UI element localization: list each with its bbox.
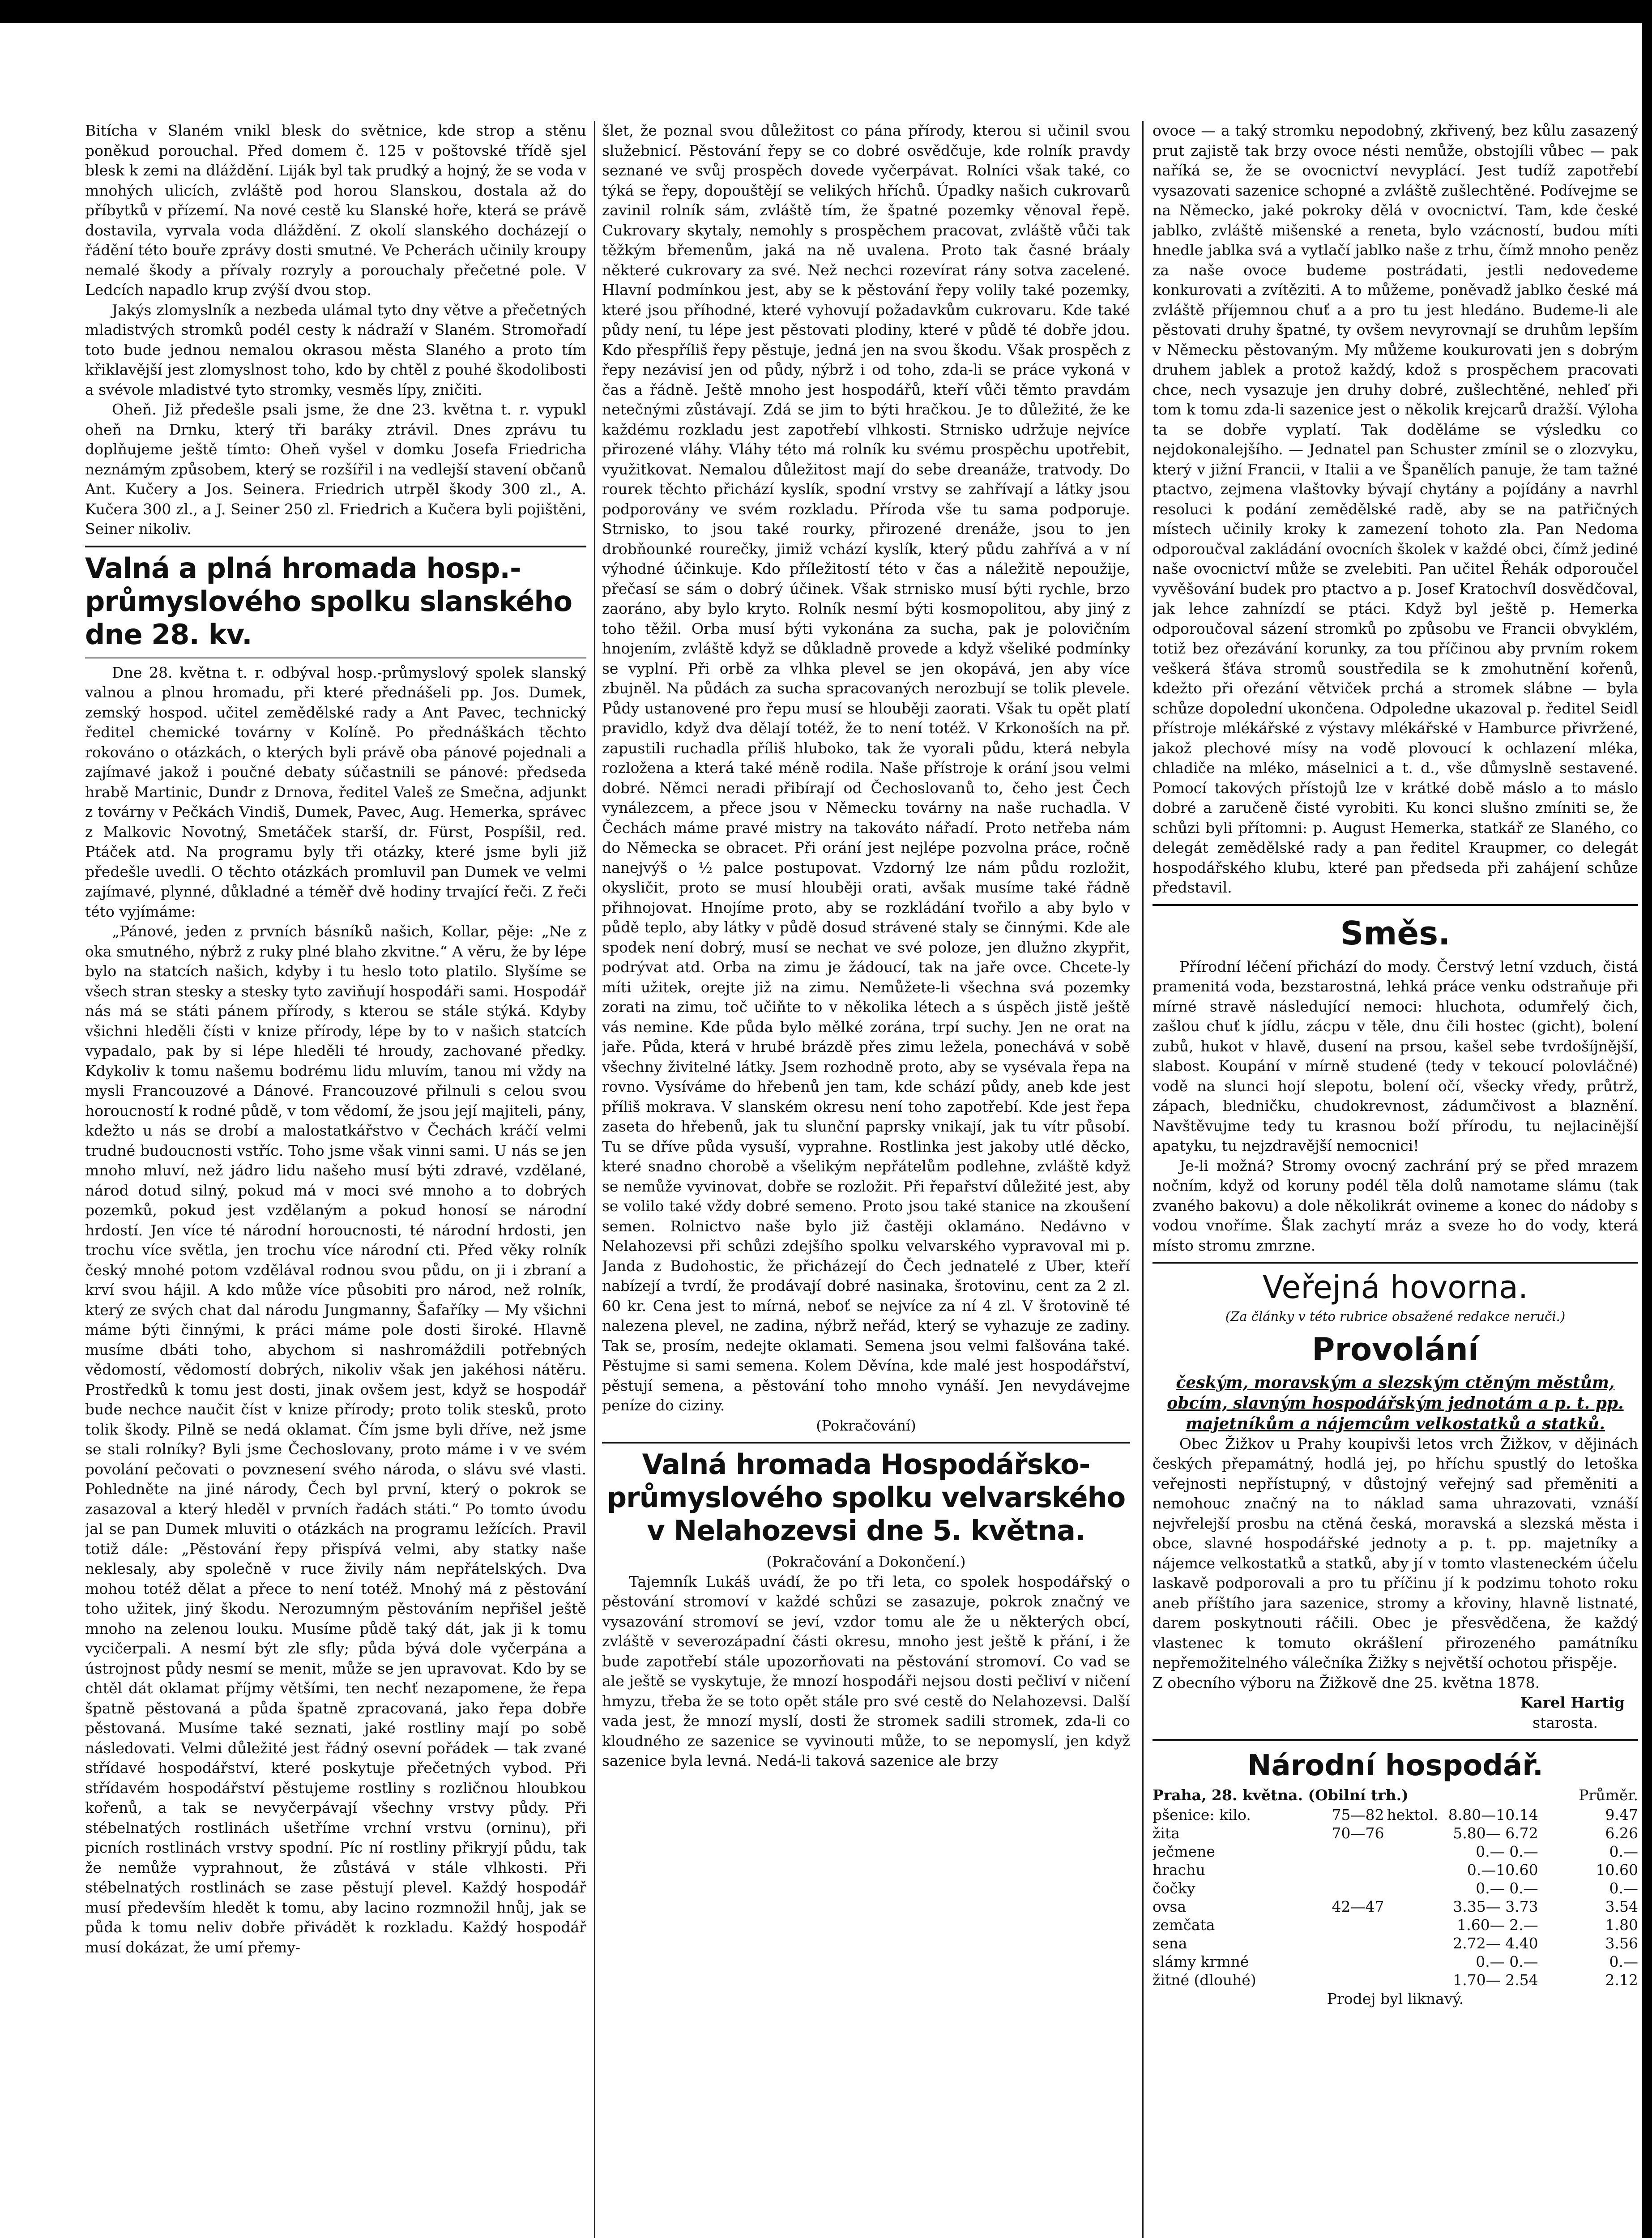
smes-paragraph: Je-li možná? Stromy ovocný zachrání prý se před mrazem nočním, když od koruny podél těla dolů namotame slámu (tak zvaného bakovu) a dole několikrát ovineme a konec do nádoby s vodou vnoříme. Šlak zachytí mráz a sveze ho do vody, která místo stromu zmrzne. — [1153, 1157, 1638, 1254]
commodity-name: žita — [1153, 1824, 1180, 1842]
market-intro: Praha, 28. května. (Obilní trh.) — [1153, 1786, 1409, 1804]
scan-border-right — [1642, 0, 1652, 2238]
commodity-name: ječmene — [1153, 1842, 1215, 1860]
weight-range — [1288, 1916, 1384, 1934]
unit-cell — [1384, 1971, 1438, 1989]
average-price: 0.— — [1609, 1952, 1638, 1970]
unit-cell — [1384, 1806, 1438, 1824]
article-headline: Valná hromada Hospodářsko-průmyslového spolku velvarského v Nelahozevsi dne 5. května. — [606, 1448, 1126, 1547]
article-paragraph: Dne 28. května t. r. odbýval hosp.-průmyslový spolek slanský valnou a plnou hromadu, při které přednášeli pp. Jos. Dumek, zemský hospod. učitel zemědělské rady a Ant Pavec, technický ředitel chemické továrny v Kolíně. Po přednáškách těchto rokováno o otázkách, o kterých byli právě oba pánové pojednali a zajímavé jakož i poučné debaty súčastnili se pánové: předseda hrabě Martinic, Dundr z Drnova, ředitel Valeš ze Smečna, adjunkt z továrny v Pečkách Vindiš, Dumek, Pavec, Aug. Hemerka, správec z Malkovic Novotný, Smetáček starší, dr. Fürst, Pospíšil, red. Ptáček atd. Na programu byly tři otázky, které jsme byli již předešle uvedli. O těchto otázkách promluvil pan Dumek ve velmi zajímavé, plynné, důkladné a téměř dvě hodiny trvající řeči. Z řeči této vyjímáme: — [85, 663, 586, 920]
market-row — [1153, 1897, 1638, 1916]
price-range: 0.— 0.— — [1476, 1842, 1538, 1860]
market-footer: Prodej byl liknavý. — [1327, 1990, 1464, 2007]
column-2 — [602, 121, 1130, 2238]
unit-cell — [1384, 1879, 1438, 1897]
unit-cell — [1384, 1934, 1438, 1952]
weight-range — [1288, 1934, 1384, 1952]
article-headline: Valná a plná hromada hosp.-průmyslového spolku slanského dne 28. kv. — [85, 551, 572, 651]
market-row — [1153, 1934, 1638, 1952]
weight-range — [1288, 1952, 1384, 1971]
unit-label: hektol. — [1387, 1806, 1439, 1824]
section-rule — [1153, 904, 1638, 906]
weight-range: 75—82 — [1332, 1806, 1384, 1824]
market-row — [1153, 1861, 1638, 1879]
market-row — [1153, 1916, 1638, 1934]
appeal-signoff: Z obecního výboru na Žižkově dne 25. května 1878. — [1153, 1674, 1540, 1691]
market-price-table — [1153, 1806, 1638, 1989]
commodity-name: sena — [1153, 1934, 1187, 1952]
price-range: 1.70— 2.54 — [1453, 1971, 1538, 1989]
commodity-name: slámy krmné — [1153, 1952, 1249, 1970]
market-average-label: Průměr. — [1579, 1786, 1638, 1804]
average-price: 1.80 — [1605, 1916, 1638, 1934]
smes-paragraph: Přírodní léčení přichází do mody. Čerstvý letní vzduch, čistá pramenitá voda, bezstarostná, lehká práce venku odstraňuje při mírné stravě následující nemoci: hluchota, odumřelý čich, zašlou chuť k jídlu, zácpu v těle, dnu čili hostec (gicht), bolení zubů, hukot v hlavě, dusení na prsou, kašel sebe tvrdošíjnější, slabost. Koupání v mírně studené (tedy v tekoucí polovláčné) vodě na slunci hojí slepotu, bolení očí, všecky vředy, průtrž, zápach, bledničku, chudokrevnost, zádumčivost a blaznění. Navštěvujme tedy tu krasnou boží přírodu, tu nejlacinější apatyku, tu nejzdravější nemocnici! — [1153, 957, 1638, 1154]
signer-title: starosta. — [1532, 1713, 1598, 1731]
unit-cell — [1384, 1916, 1438, 1934]
commodity-name: zemčata — [1153, 1916, 1215, 1934]
column-divider — [594, 121, 595, 2238]
appeal-paragraph: Obec Žižkov u Prahy koupivši letos vrch Žižkov, v dějinách českých přepamátný, hodlá jej, po hříchu spustlý do letoška veřejnosti nepřístupný, v důstojný veřejný sad přeměniti a nemohouc značný na to náklad sama uhrazovati, vznáší nejvřelejší prosbu na ctěná česká, moravská a slezská města i obce, slavné hospodářské jednoty a p. t. pp. majetníky a nájemce velkostatků a statků, aby jí v tomto vlasteneckém účelu laskavě podporovali a pro tu příčinu jí k podzimu tohoto roku aneb příštího jara sazenice, stromy a křoviny, hlavně listnaté, darem poskytnouti ráčili. Obec je přesvědčena, že každý vlastenec k tomuto okrášlení přirozeného památníku nepřemožitelného válečníka Žižky s největší ochotou přispěje. — [1153, 1435, 1638, 1671]
price-range: 8.80—10.14 — [1448, 1806, 1538, 1824]
market-header — [1153, 1785, 1638, 1806]
article-paragraph: šlet, že poznal svou důležitost co pána přírody, kterou si učinil svou služebnicí. Pěstování řepy se co dobré osvědčuje, kde rolník pravdy seznané ve svůj prospěch dovede vyčerpávat. Rolníci však také, co týká se řepy, dopouštějí se velikých hříchů. Úpadky našich cukrovarů zavinil rolník sám, zvláště tím, že špatné pozemky věnoval řepě. Cukrovary skytaly, nemohly s prospěchem pracovat, zvláště vůči tak těžkým břemenům, jaká na ně uvalena. Proto tak časné bráaly některé cukrovary za své. Než nechci rozevírat rány sotva zacelené. Hlavní podmínkou jest, aby se k pěstování řepy volily také pozemky, které jsou příhodné, které vyhovují požadavkům cukrovaru. Kde také půdy není, tu lépe jest pěstovati plodiny, které v půdě té dobře jdou. Kdo přespříliš řepy pěstuje, jedná jen na svou škodu. Však prospěch z řepy nezávisí jen od půdy, nýbrž i od toho, zda-li se práce vykoná v čas a řádně. Ještě mnoho jest hospodářů, kteří vůči těmto pravdám netečnými zůstávají. Zdá se jim to býti hračkou. Je to důležité, že ke každému rozkladu jest zapotřebí vlhkosti. Strnisko udržuje nejvíce přirozené vláhy. Vláhy této má rolník ku svému prospěchu upotřebit, využitkovat. Nemalou důležitost mají do sebe dreanáže, tratvody. Do rourek těchto přichází kyslík, spodní vrstvy se zahřívají a látky jsou podporovány ve svém rozkladu. Příroda vše tu sama podporuje. Strnisko, to jsou také rourky, přirozené drenáže, jsou to jen drobňounké rourečky, jimiž vchází kyslík, který půdu zahřívá a v ní výhodné účinkuje. Kdo příležitostí této v čas a náležitě nepoužije, přečasí se sám o dobrý účinek. Však strnisko musí býti rychle, brzo zaoráno, aby bylo kryto. Rolník nesmí býti kosmopolitou, aby jiný z toho těžil. Orba musí býti vykonána za sucha, pak je polovičním hnojením, zvláště když se důkladně provede a když všeliké podmínky se vyplní. Při orbě za vlhka plevel se jen okopává, jen aby více zbujněl. Na půdách za sucha spracovaných nerozbují se tolik plevele. Půdy ustanovené pro řepu musí se hlouběji zaorati. Však tu opět platí pravidlo, když dva dělají totéž, že to není totéž. V Krkonoších na př. zapustili ruchadla příliš hluboko, tak že vyorali půdu, která nebyla rozložena a která také méně rodila. Naše přístroje k orání jsou velmi dobré. Němci neradi přibírají od Čechoslovanů to, čeho jest Čech vynálezcem, a přece jsou v Německu továrny na naše ruchadla. V Čechách máme pravé mistry na takováto nářadí. Proto netřeba nám do Německa se obracet. Při orání jest nejlépe pozvolna práce, ročně nanejvýš o ½ palce postupovat. Vzdorný lze nám půdu rozložit, okysličit, proto se musí hlouběji orati, avšak musíme také řádně přihnojovat. Hnojíme proto, aby se rozkládání tvořilo a aby bylo v půdě teplo, aby látky v půdě dosud strávené staly se činnými. Kde ale spodek není dobrý, musí se nechat ve své poloze, jen dlužno zkypřit, podrývat atd. Orba na zimu je žádoucí, tak na jaře ovce. Chcete-ly míti užitek, orejte již na zimu. Nemůžete-li všechna svá pozemky zorati na zimu, toč učiňte to v několika létech a s úspěch jistě ještě vás nemine. Kde půda bylo mělké zorána, trpí suchy. Jen ne orat na jaře. Půda, která v hrubé brázdě přes zimu ležela, ponechává v sobě všechny živitelné látky. Jsem rozhodně proto, aby se vysévala řepa na rovno. Vysíváme do hřebenů jen tam, kde schází půdy, aneb kde jest příliš mokrava. V slanském okresu není toho zapotřebí. Kde jest řepa zaseta do hřebenů, jak tu slunční paprsky vnikají, jak tu vítr působí. Tu se dříve půda vysuší, vyprahne. Rostlinka jest jakoby utlé děcko, které snadno chorobě a všelikým nepřátelům podlehne, zvláště když se nemůže vyvinovat, dobře se rozložit. Při řepařství důležité jest, aby se volilo také vždy dobré semeno. Proto jsou také stanice na zkoušení semen. Rolnictvo naše bylo již častěji oklamáno. Nedávno v Nelahozevsi při schůzi zdejšího spolku velvarského vypravoval mi p. Janda z Budohostic, že přicházejí do Čech jednatelé z Uber, kteří nabízejí a tvrdí, že prodávají dobré nasinaka, šrotovinu, cent za 2 zl. 60 kr. Cena jest to mírná, neboť se nejvíce za ní 4 zl. V šrotovině té nalezena plevel, ne zadina, nýbrž neřád, který se vyhazuje ze zadiny. Tak se, prosím, nedejte oklamati. Semena jsou velmi falšována také. Pěstujme si sami semena. Kolem Děvína, kde malé jest hospodářství, pěstují semena, a pěstování toho mnoho vynáší. Jen nevydávejme peníze do ciziny. — [602, 122, 1130, 1414]
price-range: 0.— 0.— — [1476, 1879, 1538, 1897]
price-range: 3.35— 3.73 — [1453, 1897, 1538, 1915]
appeal-addressees: českým, moravským a slezským ctěným městům, obcím, slavným hospodářským jednotám a p. t. pp. majetníkům a nájemcům velkostatků a statků. — [1167, 1373, 1624, 1433]
price-range: 5.80— 6.72 — [1453, 1824, 1538, 1842]
price-range: 1.60— 2.— — [1457, 1916, 1538, 1934]
article-paragraph: „Pánové, jeden z prvních básníků našich, Kollar, pěje: „Ne z oka smutného, nýbrž z ruky plné blaho zkvitne.“ A věru, že by lépe bylo na statcích našich, kdyby i tu heslo toto platilo. Slyšíme se všech stran stesky a stesky tyto zaviňují hospodáři sami. Hospodář nás má se státi pánem přírody, s kterou se stále stýká. Kdyby všichni hleděli čísti v knize přírody, lépe by to v našich statcích vypadalo, pak by si lépe hleděli té hroudy, zachované předky. Kdykoliv k tomu našemu bodrému lidu mluvím, tanou mi vždy na mysli Francouzové a Dánové. Francouzové přilnuli s celou svou horoucností k rodné půdě, v tom vědomí, že jsou její majiteli, pány, kdežto u nás se drobí a malostatkářstvo v Čechách kráčí velmi trudné budoucnosti vstříc. Toho jsme však vinni sami. U nás se jen mnoho mluví, než jádro lidu našeho musí býti zdravé, vzdělané, národ dotud silný, pokud má v moci své mnoho a to dobrých pozemků, pokud jest vzdělaným a pokud honosí se národní hrdostí. Jen více té národní horoucnosti, té národní hrdosti, jen trochu více světla, jen trochu více národní cti. Před věky rolník český mnohé potom vzdělával rodnou svou půdu, on ji i zbraní a krví svou hájil. A kdo může více působiti pro národ, než rolník, který ze svých chat dal národu Jungmanny, Šafaříky — My všichni máme býti činnými, k práci máme pole dosti široké. Hlavně musíme dbáti toho, abychom si nashromáždili potřebných vědomostí, vědomostí dobrých, nikoliv však jen jakéhosi nátěru. Prostředků k tomu jest dosti, jinak ovšem jest, když se hospodář bude nechce naučit číst v knize přírody; proto tolik stesků, proto tolik škody. Pilně se nedá oklamat. Čím jsme byli dříve, než jsme se stali rolníky? Byli jsme Čechoslovany, proto máme i v ve svém povolání pečovati o povznesení svého národa, o slávu své vlasti. Pohledněte na jiné národy, Čech byl první, který o pokrok se zasazoval a který hleděl v prvních řadách státi.“ Po tomto úvodu jal se pan Dumek mluviti o otázkách na programu ležících. Pravil totiž dále: „Pěstování řepy přispívá velmi, aby statky naše neklesaly, aby společně v ruce živily nám nepřátelských. Dva mohou totéž dělat a přece to není totéž. Mnohý má z pěstování toho užitek, jiný škodu. Nerozumným pěstováním nepřišel ještě mnoho na zelenou louku. Musíme půdě taký dát, jak ji k tomu vycičerpali. A nesmí být zle sfly; půda bývá dole vyčerpána a ústrojnost půdy nesmí se menit, může se jen upravovat. Kdo by se chtěl dát oklamat příjmy většími, ten nechť nezapomene, že řepa špatně pěstovaná a půda špatně zpracovaná, jako řepa dobře pěstovaná. Musíme také seznati, jaké rostliny mají po sobě následovati. Velmi důležité jest řádný osevní pořádek — tak zvané střídavé hospodářství, které poskytuje přečetných vybod. Při střídavém hospodářství pěstujeme rostliny s rozličnou hloubkou kořenů, a tak se nevyčerpávají všechny vrstvy půdy. Při stébelnatých rostlinách ušetříme vrchní vrstvu (orninu), při picních rostlinách vrstvy spodní. Píc ní rostliny přikryjí půdu, tak že nemůže vyprahnout, že zůstává v stále vlhkosti. Při stébelnatých rostlinách se zase pěstují plevel. Každý hospodář musí především hledět k tomu, aby lacino rozmnožil hnůj, jak se půda k tomu neliv dobře přivádět k rozkladu. Každý hospodář musí dokázat, že umí přemy- — [85, 923, 586, 1956]
section-title-narodni-hospodar: Národní hospodář. — [1247, 1749, 1544, 1782]
unit-cell — [1384, 1952, 1438, 1971]
section-rule — [602, 1442, 1130, 1444]
market-row — [1153, 1824, 1638, 1842]
price-range: 0.—10.60 — [1467, 1861, 1538, 1879]
market-row — [1153, 1952, 1638, 1971]
unit-cell — [1384, 1824, 1438, 1842]
average-price: 0.— — [1609, 1842, 1638, 1860]
scan-border-top — [0, 0, 1652, 23]
article-paragraph: Tajemník Lukáš uvádí, že po tři leta, co spolek hospodářský o pěstování stromoví v každé schůzi se zasazuje, pokrok značný ve vysazování stromoví se jeví, vzdor tomu ale že u některých obcí, zvláště v severozápadní části okresu, mnoho jest ještě k přání, i že bude zapotřebí stále upozorňovati na pěstování stromoví. Co vad se ale ještě se vyskytuje, že mnozí hospodáři nejsou dosti pečliví v ničení hmyzu, třeba že se toto opět stále pro své cestě do Nelahozevsi. Další vada jest, že mnozí myslí, dosti že stromek sadili stromek, zda-li co kloudného ze sazenice se vyvinouti může, to se nepomyslí, jen když sazenice byla levná. Nedá-li taková sazenice ale brzy — [602, 1572, 1130, 1769]
price-range: 0.— 0.— — [1476, 1952, 1538, 1970]
commodity-name: hrachu — [1153, 1861, 1205, 1879]
section-title-verejna-hovorna: Veřejná hovorna. — [1262, 1269, 1528, 1306]
weight-range — [1288, 1971, 1384, 1989]
unit-cell — [1384, 1861, 1438, 1879]
average-price: 0.— — [1609, 1879, 1638, 1897]
market-row — [1153, 1842, 1638, 1861]
price-range: 2.72— 4.40 — [1453, 1934, 1538, 1952]
commodity-name: čočky — [1153, 1879, 1195, 1897]
section-title-smes: Směs. — [1340, 914, 1451, 952]
average-price: 6.26 — [1605, 1824, 1638, 1842]
continuation-note: (Pokračování a Dokončení.) — [766, 1553, 966, 1570]
weight-range: 70—76 — [1332, 1824, 1384, 1842]
average-price: 10.60 — [1596, 1861, 1638, 1879]
news-paragraph: Bitícha v Slaném vnikl blesk do světnice, kde strop a stěnu poněkud porouchal. Před domem č. 125 v poštovské třídě sjel blesk k zemi na dláždění. Liják byl tak prudký a hojný, že se voda v mnohých ulicích, zvláště pod horou Slanskou, dostala až do příbytků v přízemí. Na nové cestě ku Slanské hoře, která se právě dostavila, vyrvala voda dláždění. Z okolí slanského docházejí o řádění této bouře zprávy dosti smutné. Ve Pcherách učinily kroupy nemalé škody a přívaly rozryly a porouchaly přečetné pole. V Ledcích napadlo krup zvýší dvou stop. — [85, 122, 586, 299]
average-price: 3.56 — [1605, 1934, 1638, 1952]
weight-range — [1288, 1861, 1384, 1879]
weight-range: 42—47 — [1332, 1897, 1384, 1915]
editorial-note: (Za články v této rubrice obsažené redakce neruči.) — [1225, 1309, 1566, 1324]
market-row — [1153, 1806, 1638, 1824]
column-1 — [85, 121, 586, 2238]
weight-range — [1288, 1842, 1384, 1861]
news-paragraph: Oheň. Již předešle psali jsme, že dne 23. května t. r. vypukl oheň na Drnku, který tři baráky ztrávil. Dnes zprávu tu doplňujeme ještě tímto: Oheň vyšel v domku Josefa Friedricha neznámým způsobem, který se rozšířil i na vedlejší stavení občanů Ant. Kučery a Jos. Seinera. Friedrich utrpěl škody 300 zl., A. Kučera 300 zl., a J. Seiner 250 zl. Friedrich a Kučera byli pojištěni, Seiner nikoliv. — [85, 401, 586, 538]
commodity-name: ovsa — [1153, 1897, 1187, 1915]
newspaper-page — [85, 121, 1638, 2238]
section-rule — [1153, 1739, 1638, 1741]
average-price: 9.47 — [1605, 1806, 1638, 1824]
section-rule — [85, 546, 586, 547]
continuation-note: (Pokračování) — [816, 1417, 916, 1434]
column-divider — [1142, 121, 1144, 2238]
unit-cell — [1384, 1842, 1438, 1861]
weight-range — [1288, 1879, 1384, 1897]
column-3 — [1153, 121, 1638, 2238]
commodity-name: žitné (dlouhé) — [1153, 1971, 1256, 1989]
market-row — [1153, 1971, 1638, 1989]
signer-name: Karel Hartig — [1520, 1694, 1625, 1711]
appeal-title: Provolání — [1312, 1331, 1479, 1368]
section-rule — [1153, 1262, 1638, 1264]
average-price: 3.54 — [1605, 1897, 1638, 1915]
average-price: 2.12 — [1605, 1971, 1638, 1989]
article-paragraph: ovoce — a taký stromku nepodobný, zkřivený, bez kůlu zasazený prut zajistě tak brzy ovoce nésti nemůže, obstojíli vůbec — pak naříká se, že se ovocnictví nevyplácí. Jest tudíž zapotřebí vysazovati sazenice schopné a zvláště zušlechtěné. Podívejme se na Německo, jaké pokroky dělá v ovocnictví. Tam, kde české jablko, zvláště mišenské a reneta, bylo vzácností, budou míti hnedle jablka svá a vytlačí jablko naše z trhu, čímž mnoho peněz za naše ovoce budeme postrádati, jestli nedovedeme konkurovati a zvítěziti. A to můžeme, poněvadž jablko české má zvláště příjemnou chuť a a pro tu jest hledáno. Budeme-li ale pěstovati druhy špatné, ty ovšem nevyrovnají se druhům lepším v Německu pěstovaným. My můžeme koukurovati jen s dobrým druhem jablek a protož každý, kdož s prospěchem pracovati chce, nech vysazuje jen druhy dobré, zušlechtěné, nehleď při tom k tomu zda-li sazenice jest o několik krejcarů dražší. Výloha ta se dobře vyplatí. Tak doděláme se výsledku co nejdokonalejšího. — Jednatel pan Schuster zmínil se o zlozvyku, který v jižní Francii, v Italii a ve Španělích panuje, že tam tažné ptactvo, zejmena vlaštovky bývají chytány a pojídány a navrhl resoluci k podání zemědělské radě, aby se na patřičných místech učinily kroky k zamezení tohoto zla. Pan Nedoma odporoučval zakládání ovocních školek v každé obci, čímž jediné naše ovocnictví může se zvelebiti. Pan učitel Řehák odporoučel vyvěšování budek pro ptactvo a p. Josef Kratochvíl dosvědčoval, jak lehce zahnízdí se ptáci. Když byl ještě p. Hemerka odporoučoval sázení stromků po způsobu ve Francii obvyklém, totiž bez ořezávání korunky, za tou příčinou aby prvním rokem veškerá šťáva stromů soustředila se k zmohutnění kořenů, kdežto při ořezání větviček prchá a stromek slábne — byla schůze dopolední ukončena. Odpoledne ukazoval p. ředitel Seidl přístroje mlékářské z výstavy mlékářské v Hamburce přivržené, jakož plechové mísy na vodě plovoucí k ochlazení mléka, chladiče na mléko, máselnici a t. d., vše důmyslně sestavené. Pomocí takových přístojů lze v krátké době máslo a to máslo dobré a zaručeně čisté vyrobiti. Ku konci slušno zmíniti se, že schůzi byli přítomni: p. August Hemerka, statkář ze Slaného, co delegát zemědělské rady a pan ředitel Kraupmer, co delegát hospodářského klubu, které pan předseda při zahájení schůze představil. — [1153, 122, 1638, 896]
news-paragraph: Jakýs zlomyslník a nezbeda ulámal tyto dny větve a přečetných mladistvých stromků podél cesty k nádraží v Slaném. Stromořadí toto bude jednou nemalou okrasou města Slaného a proto tím křiklavější jest zlomyslnost toho, kdo by chtěl z pouhé škodolibosti a svévole mladistvé tyto stromky, vesměs lípy, zničiti. — [85, 301, 586, 398]
commodity-name: pšenice: kilo. — [1153, 1806, 1251, 1824]
unit-cell — [1384, 1897, 1438, 1916]
market-row — [1153, 1879, 1638, 1897]
